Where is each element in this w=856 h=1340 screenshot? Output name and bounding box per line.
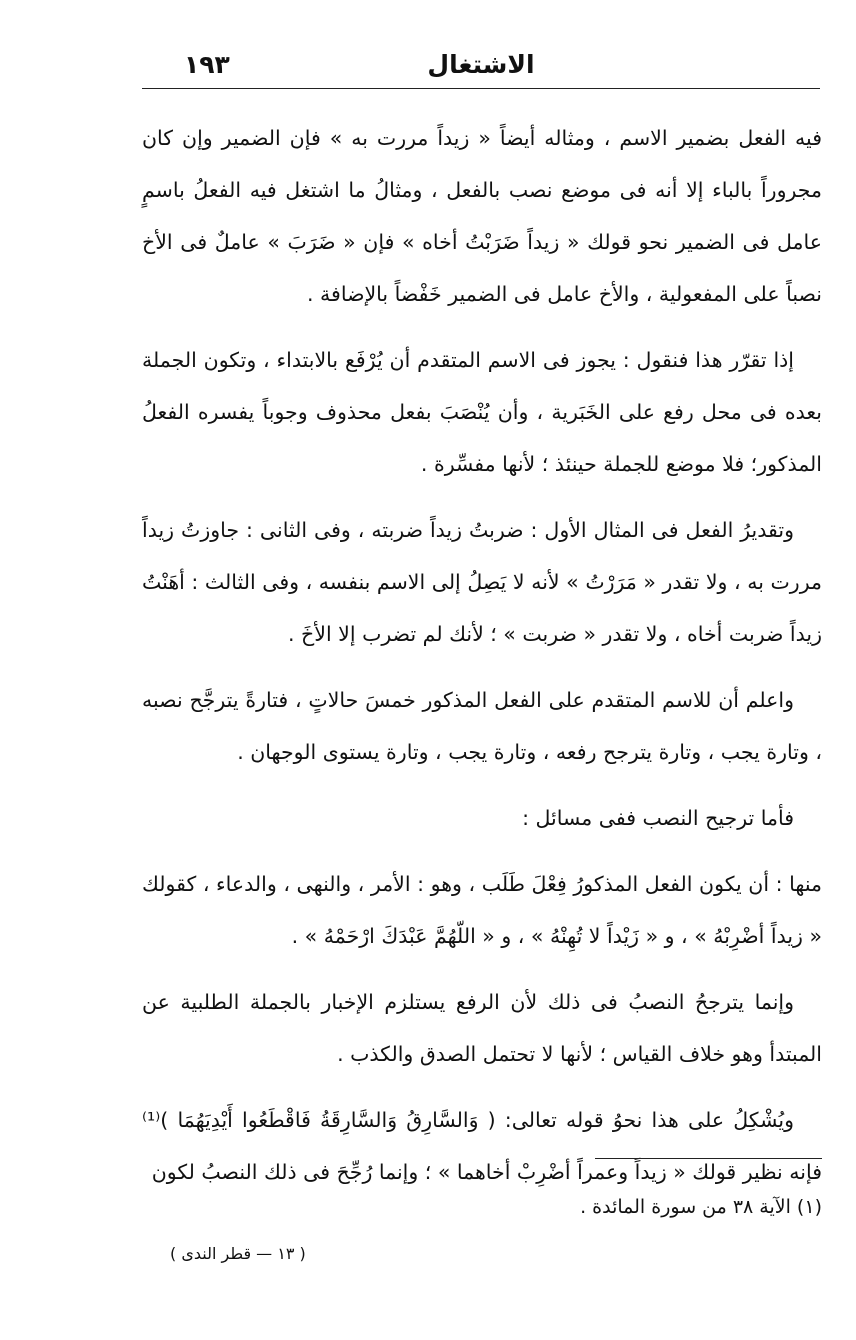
- page-number: ١٩٣: [184, 50, 230, 79]
- paragraph-4: واعلم أن للاسم المتقدم على الفعل المذكور خمسَ حالاتٍ ، فتارةً يترجَّح نصبه ، وتارة يجب ، وتارة يترجح رفعه ، وتارة يجب ، وتارة يستوى الوجهان .: [142, 688, 822, 764]
- main-text: [142, 112, 822, 1212]
- footnote-rule: [595, 1158, 822, 1159]
- header-rule: [142, 88, 820, 89]
- footnote: (١) الآية ٣٨ من سورة المائدة .: [580, 1196, 822, 1218]
- paragraph-2: إذا تقرّر هذا فنقول : يجوز فى الاسم المتقدم أن يُرْفَع بالابتداء ، وتكون الجملة بعده فى محل رفع على الخَبَرية ، وأن يُنْصَبَ بفعل محذوف وجوباً يفسره الفعلُ المذكور؛ فلا موضع للجملة حينئذ ؛ لأنها مفسِّرة .: [142, 348, 822, 476]
- signature-mark: ( ١٣ — قطر الندى ): [170, 1244, 306, 1263]
- paragraph-3: وتقديرُ الفعل فى المثال الأول : ضربتُ زيداً ضربته ، وفى الثانى : جاوزتُ زيداً مررت به ، ولا تقدر « مَرَرْتُ » لأنه لا يَصِلُ إلى الاسم بنفسه ، وفى الثالث : أهَنْتُ زيداً ضربت أخاه ، ولا تقدر « ضربت » ؛ لأنك لم تضرب إلا الأخَ .: [142, 518, 822, 646]
- paragraph-8: ويُشْكِلُ على هذا نحوُ قوله تعالى: ( وَالسَّارِقُ وَالسَّارِقَةُ فَاقْطَعُوا أَيْدِيَهُمَا )⁽¹⁾ فإنه نظير قولك « زيداً وعمراً أضْرِبْ أخاهما » ؛ وإنما رُجِّحَ فى ذلك النصبُ لكون: [142, 1108, 822, 1184]
- paragraph-5: فأما ترجيح النصب ففى مسائل :: [522, 806, 794, 830]
- paragraph-7: وإنما يترجحُ النصبُ فى ذلك لأن الرفع يستلزم الإخبار بالجملة الطلبية عن المبتدأ وهو خلاف القياس ؛ لأنها لا تحتمل الصدق والكذب .: [142, 990, 822, 1066]
- chapter-title: الاشتغال: [427, 50, 535, 79]
- paragraph-6: منها : أن يكون الفعل المذكورُ فِعْلَ طَلَب ، وهو : الأمر ، والنهى ، والدعاء ، كقولك « زيداً أضْرِبْهُ » ، و « زَيْداً لا تُهِنْهُ » ، و « اللّهُمَّ عَبْدَكَ ارْحَمْهُ » .: [142, 872, 822, 948]
- paragraph-1: فيه الفعل بضمير الاسم ، ومثاله أيضاً « زيداً مررت به » فإن الضمير وإن كان مجروراً بالباء إلا أنه فى موضع نصب بالفعل ، ومثالُ ما اشتغل فيه الفعلُ باسمٍ عامل فى الضمير نحو قولك « زيداً ضَرَبْتُ أخاه » فإن « ضَرَبَ » عاملٌ فى الأخ نصباً على المفعولية ، والأخ عامل فى الضمير خَفْضاً بالإضافة .: [142, 126, 822, 306]
